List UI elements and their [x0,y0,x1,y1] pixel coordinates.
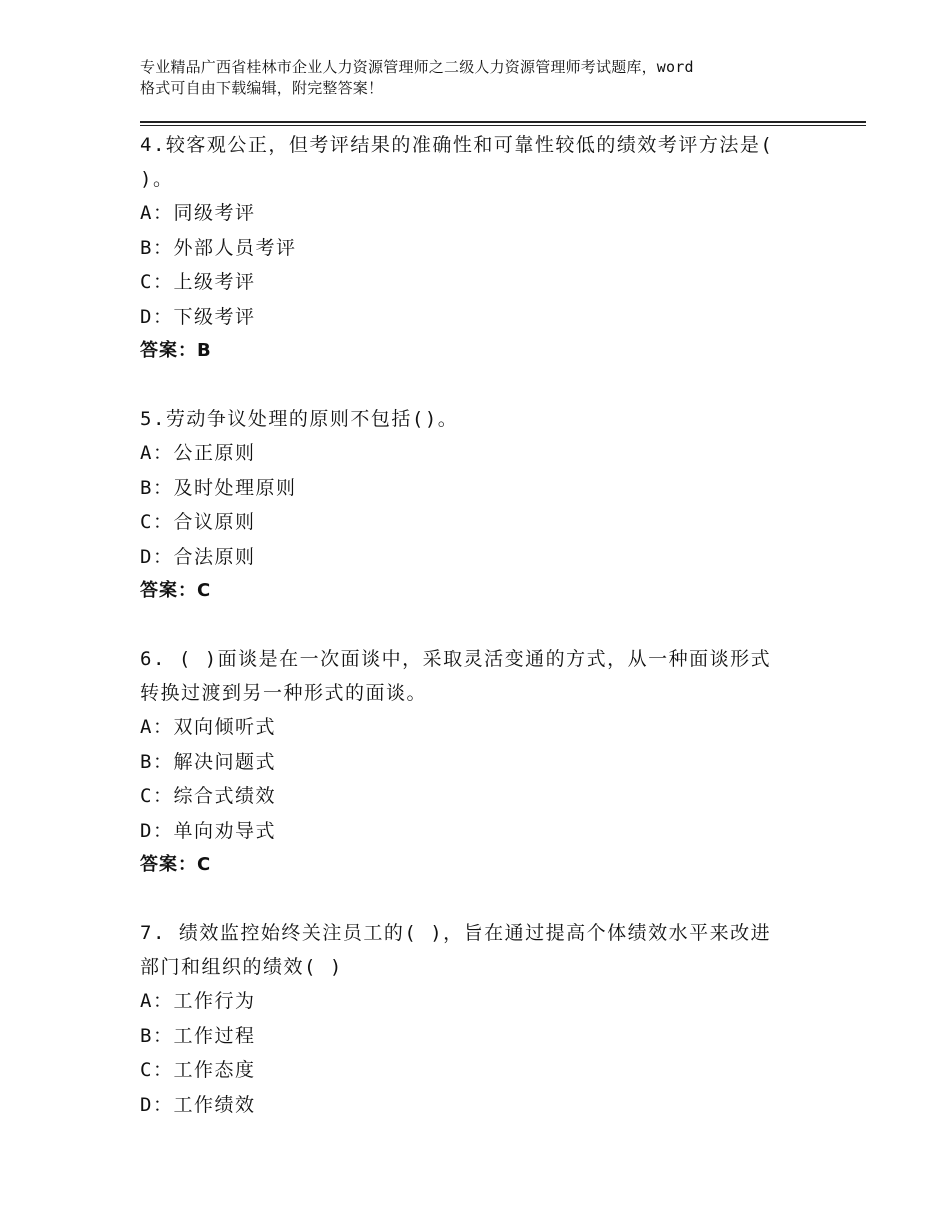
option-text: 综合式绩效 [173,785,276,807]
option-key: D： [140,305,174,328]
option-key: C： [140,271,174,293]
option-key: D： [140,545,174,568]
option-a [140,436,840,471]
option-key: B： [140,476,174,499]
option-b [140,471,840,506]
option-c [140,779,840,814]
header-line-2: 格式可自由下载编辑，附完整答案！ [140,79,384,97]
option-key: D： [140,819,174,842]
option-key: B： [140,750,174,773]
question-text-line: 4.较客观公正，但考评结果的准确性和可靠性较低的绩效考评方法是( [140,134,774,156]
option-c [140,265,840,300]
option-text: 单向劝导式 [173,819,276,842]
option-key: A： [140,202,174,224]
question-text-line: )。 [140,168,174,190]
question-spacer [140,368,840,402]
option-text: 同级考评 [173,202,256,224]
option-key: C： [140,1059,174,1081]
option-a [140,710,840,745]
question-5 [140,402,840,608]
question-spacer [140,608,840,642]
option-text: 工作过程 [173,1024,256,1047]
document-header [140,57,840,99]
header-rule-thick [140,121,866,123]
option-text: 合法原则 [173,545,256,568]
option-d [140,300,840,335]
option-text: 工作绩效 [173,1093,256,1116]
option-key: B： [140,1024,174,1047]
option-b [140,1019,840,1054]
option-c [140,505,840,540]
option-d [140,540,840,575]
answer-label: 答案：C [140,854,212,875]
option-a [140,196,840,231]
question-text-line: 6. ( )面谈是在一次面谈中，采取灵活变通的方式，从一种面谈形式 [140,648,772,670]
option-key: A： [140,442,174,464]
question-text-line: 转换过渡到另一种形式的面谈。 [140,682,428,704]
option-a [140,984,840,1019]
option-b [140,231,840,266]
option-key: C： [140,511,174,533]
option-key: C： [140,785,174,807]
question-4 [140,128,840,368]
option-key: A： [140,716,174,738]
option-c [140,1053,840,1088]
question-6 [140,642,840,882]
option-text: 解决问题式 [173,750,276,773]
option-text: 公正原则 [173,442,256,464]
option-text: 上级考评 [173,271,256,293]
option-text: 外部人员考评 [173,236,297,259]
option-d [140,1088,840,1123]
answer-label: 答案：C [140,580,212,601]
option-text: 下级考评 [173,305,256,328]
question-text-line: 7. 绩效监控始终关注员工的( )，旨在通过提高个体绩效水平来改进 [140,922,772,944]
option-d [140,814,840,849]
question-list [140,128,840,1122]
question-text-line: 部门和组织的绩效( ) [140,956,343,978]
option-text: 工作行为 [173,990,256,1012]
option-text: 合议原则 [173,511,256,533]
option-key: A： [140,990,174,1012]
option-key: B： [140,236,174,259]
header-rule-thin [140,125,866,126]
option-text: 工作态度 [173,1059,256,1081]
header-line-1: 专业精品广西省桂林市企业人力资源管理师之二级人力资源管理师考试题库，word [140,58,694,76]
answer-label: 答案：B [140,340,212,361]
question-text-line: 5.劳动争议处理的原则不包括()。 [140,408,459,430]
question-spacer [140,882,840,916]
option-b [140,745,840,780]
option-text: 双向倾听式 [173,716,276,738]
question-7 [140,916,840,1122]
option-text: 及时处理原则 [173,476,297,499]
option-key: D： [140,1093,174,1116]
